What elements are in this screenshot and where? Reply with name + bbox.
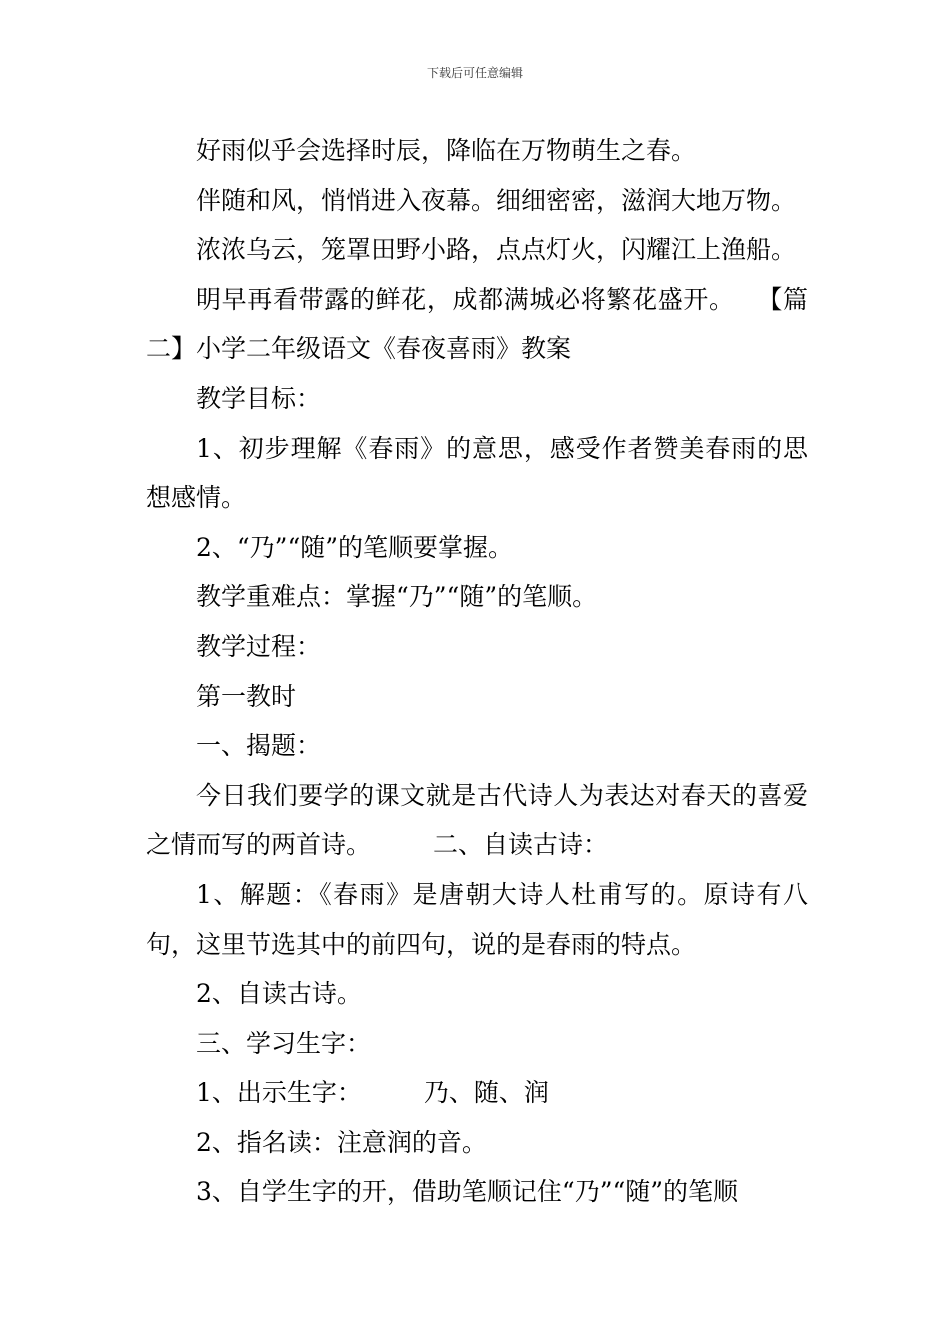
- paragraph: 1、初步理解《春雨》的意思，感受作者赞美春雨的思想感情。: [146, 433, 808, 513]
- paragraph: 教学目标：: [196, 383, 322, 413]
- document-body: [146, 126, 808, 1217]
- paragraph-text: 1、出示生字：: [196, 1078, 362, 1108]
- paragraph: 好雨似乎会选择时辰，降临在万物萌生之春。: [196, 136, 697, 165]
- page-header: 下载后可任意编辑: [426, 66, 523, 80]
- character-list: 乃、随、润: [423, 1078, 549, 1108]
- paragraph-text: 今日我们要学的课文就是古代诗人为表达对春天的喜爱之情而写的两首诗。: [146, 780, 808, 860]
- paragraph: 第一教时: [196, 681, 297, 711]
- section-heading: 【篇二】小学二年级语文《春夜喜雨》教案: [146, 284, 808, 364]
- section-heading: 二、自读古诗：: [433, 830, 609, 860]
- paragraph: 2、“乃”“随”的笔顺要掌握。: [196, 532, 514, 562]
- paragraph: 伴随和风，悄悄进入夜幕。细细密密，滋润大地万物。: [196, 185, 797, 215]
- paragraph: 一、揭题：: [196, 731, 322, 761]
- paragraph: 教学重难点：掌握“乃”“随”的笔顺。: [196, 582, 598, 612]
- paragraph: 1、解题：《春雨》是唐朝大诗人杜甫写的。原诗有八句，这里节选其中的前四句，说的是春雨的特点。: [146, 879, 808, 959]
- paragraph: [146, 275, 808, 374]
- paragraph: 浓浓乌云，笼罩田野小路，点点灯火，闪耀江上渔船。: [196, 235, 797, 265]
- paragraph: 教学过程：: [196, 631, 322, 661]
- paragraph: 3、自学生字的开，借助笔顺记住“乃”“随”的笔顺: [196, 1177, 739, 1207]
- paragraph: 2、指名读：注意润的音。: [196, 1127, 487, 1157]
- paragraph: [146, 771, 808, 870]
- paragraph: [146, 1068, 808, 1118]
- paragraph: 三、学习生字：: [196, 1028, 372, 1058]
- paragraph-text: 明早再看带露的鲜花，成都满城必将繁花盛开。: [196, 284, 735, 314]
- paragraph: 2、自读古诗。: [196, 979, 362, 1009]
